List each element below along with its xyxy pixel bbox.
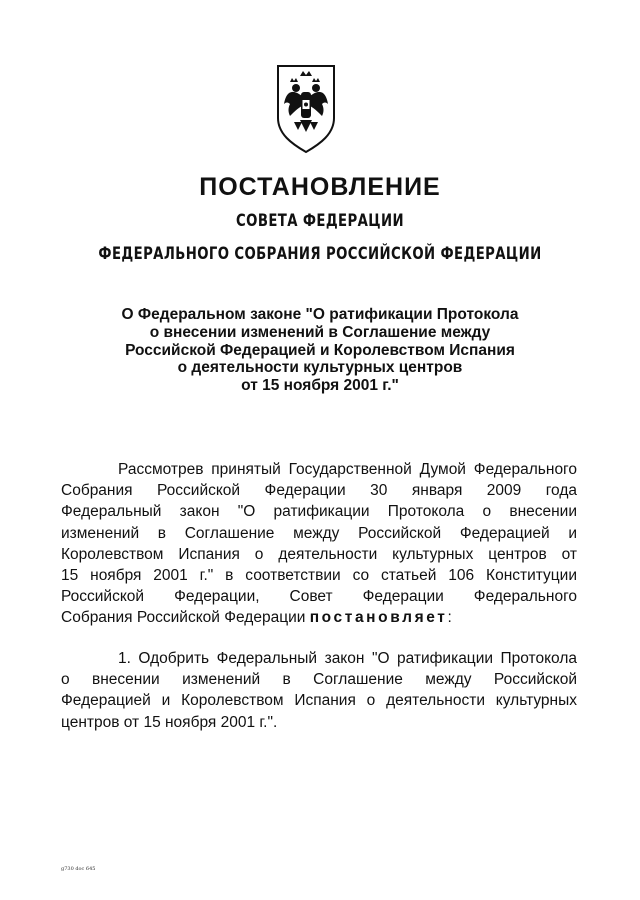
subject-line: от 15 ноября 2001 г." [241, 377, 399, 395]
subject-line: О Федеральном законе "О ратификации Протокола [121, 306, 519, 323]
paragraph-line: о внесении изменений в Соглашение между Российской [61, 671, 577, 689]
document-file-reference: g730 doc 645 [61, 866, 96, 872]
paragraph-line: Рассмотрев принятый Государственной Думой Федерального [118, 461, 577, 478]
document-type-title: ПОСТАНОВЛЕНИЕ [199, 173, 441, 201]
subject-line: о деятельности культурных центров [177, 359, 463, 377]
paragraph-line: Федеральный закон "О ратификации Протокола о внесении [61, 503, 577, 521]
issuer-line-2: ФЕДЕРАЛЬНОГО СОБРАНИЯ РОССИЙСКОЙ ФЕДЕРАЦИИ [98, 244, 542, 264]
issuer-line-1: СОВЕТА ФЕДЕРАЦИИ [236, 211, 404, 231]
paragraph-line: Собрания Российской Федерации 30 января 2009 года [61, 482, 577, 500]
paragraph-line: изменений в Соглашение между Российской Федерацией и [61, 524, 577, 542]
point-1-paragraph [61, 648, 577, 733]
document-subject [60, 306, 580, 395]
subject-line: о внесении изменений в Соглашение между [149, 323, 491, 341]
subject-line: Российской Федерацией и Королевством Испания [125, 341, 515, 359]
paragraph-line: Федерацией и Королевством Испания о деятельности культурных [61, 692, 577, 710]
paragraph-line: Российской Федерации, Совет Федерации Федерального [61, 588, 577, 606]
resolution-verb-colon: : [447, 609, 452, 627]
paragraph-line-text: Собрания Российской Федерации [61, 609, 306, 627]
paragraph-line [61, 607, 577, 628]
paragraph-line: Королевством Испания о деятельности культурных центров от [61, 545, 577, 563]
coat-of-arms-icon [274, 62, 338, 154]
paragraph-line: 15 ноября 2001 г." в соответствии со статьей 106 Конституции [61, 566, 577, 584]
paragraph-line: 1. Одобрить Федеральный закон "О ратификации Протокола [118, 650, 577, 667]
paragraph-line: центров от 15 ноября 2001 г.". [61, 713, 278, 731]
preamble-paragraph [61, 459, 577, 629]
resolution-verb: постановляет [309, 609, 448, 627]
